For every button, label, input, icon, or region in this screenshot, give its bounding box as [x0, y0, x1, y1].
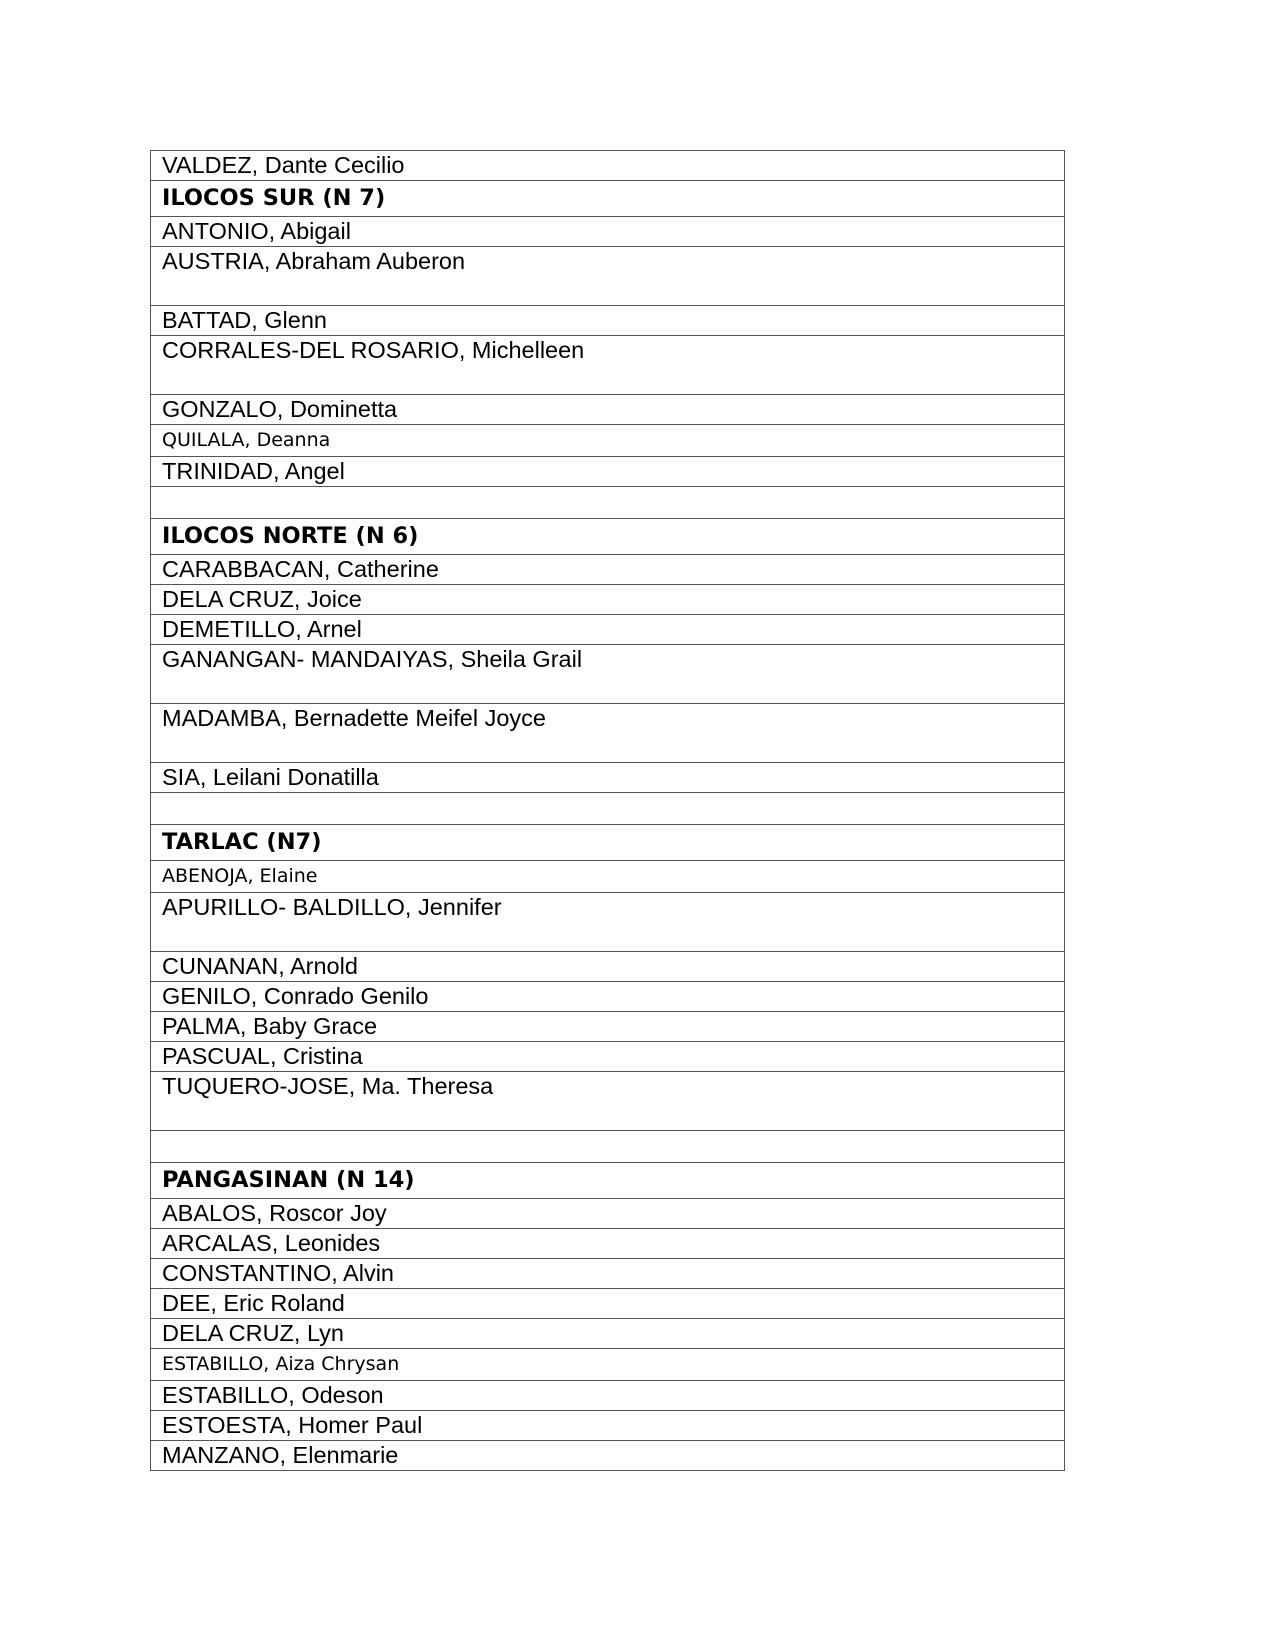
name-row — [151, 704, 1065, 763]
name-row — [151, 1199, 1065, 1229]
name-row — [151, 585, 1065, 615]
province-heading: ILOCOS NORTE (N 6) — [151, 519, 1065, 555]
person-name: DELA CRUZ, Joice — [151, 585, 1065, 615]
blank-row — [151, 793, 1065, 825]
province-heading-row — [151, 519, 1065, 555]
person-name: GONZALO, Dominetta — [151, 395, 1065, 425]
province-heading-row — [151, 181, 1065, 217]
person-name: PASCUAL, Cristina — [151, 1042, 1065, 1072]
person-name: SIA, Leilani Donatilla — [151, 763, 1065, 793]
name-row — [151, 1349, 1065, 1381]
person-name: GANANGAN- MANDAIYAS, Sheila Grail — [151, 645, 1065, 704]
name-row — [151, 763, 1065, 793]
person-name: ABENOJA, Elaine — [151, 861, 1065, 893]
name-row — [151, 952, 1065, 982]
blank-cell — [151, 1131, 1065, 1163]
province-heading-row — [151, 1163, 1065, 1199]
person-name: ANTONIO, Abigail — [151, 217, 1065, 247]
person-name: AUSTRIA, Abraham Auberon — [151, 247, 1065, 306]
name-row — [151, 425, 1065, 457]
name-row — [151, 645, 1065, 704]
name-row — [151, 306, 1065, 336]
province-heading: ILOCOS SUR (N 7) — [151, 181, 1065, 217]
name-row — [151, 457, 1065, 487]
person-name: ESTOESTA, Homer Paul — [151, 1411, 1065, 1441]
person-name: ABALOS, Roscor Joy — [151, 1199, 1065, 1229]
person-name: ARCALAS, Leonides — [151, 1229, 1065, 1259]
person-name: BATTAD, Glenn — [151, 306, 1065, 336]
person-name: MANZANO, Elenmarie — [151, 1441, 1065, 1471]
name-row — [151, 151, 1065, 181]
name-row — [151, 1259, 1065, 1289]
roster-table — [150, 150, 1065, 1471]
person-name: QUILALA, Deanna — [151, 425, 1065, 457]
blank-cell — [151, 793, 1065, 825]
name-row — [151, 1289, 1065, 1319]
name-row — [151, 1319, 1065, 1349]
name-row — [151, 336, 1065, 395]
person-name: DEMETILLO, Arnel — [151, 615, 1065, 645]
person-name: CORRALES-DEL ROSARIO, Michelleen — [151, 336, 1065, 395]
name-row — [151, 893, 1065, 952]
person-name: GENILO, Conrado Genilo — [151, 982, 1065, 1012]
person-name: CONSTANTINO, Alvin — [151, 1259, 1065, 1289]
province-heading: TARLAC (N7) — [151, 825, 1065, 861]
name-row — [151, 1441, 1065, 1471]
name-row — [151, 555, 1065, 585]
name-row — [151, 1072, 1065, 1131]
name-row — [151, 1381, 1065, 1411]
person-name: MADAMBA, Bernadette Meifel Joyce — [151, 704, 1065, 763]
name-row — [151, 982, 1065, 1012]
name-row — [151, 615, 1065, 645]
name-row — [151, 1012, 1065, 1042]
name-row — [151, 247, 1065, 306]
person-name: APURILLO- BALDILLO, Jennifer — [151, 893, 1065, 952]
name-row — [151, 1411, 1065, 1441]
roster-table-body — [151, 151, 1065, 1471]
name-row — [151, 1229, 1065, 1259]
name-row — [151, 395, 1065, 425]
blank-row — [151, 487, 1065, 519]
name-row — [151, 217, 1065, 247]
province-heading: PANGASINAN (N 14) — [151, 1163, 1065, 1199]
person-name: CUNANAN, Arnold — [151, 952, 1065, 982]
province-heading-row — [151, 825, 1065, 861]
person-name: TRINIDAD, Angel — [151, 457, 1065, 487]
name-row — [151, 861, 1065, 893]
person-name: DEE, Eric Roland — [151, 1289, 1065, 1319]
name-row — [151, 1042, 1065, 1072]
person-name: CARABBACAN, Catherine — [151, 555, 1065, 585]
person-name: DELA CRUZ, Lyn — [151, 1319, 1065, 1349]
person-name: VALDEZ, Dante Cecilio — [151, 151, 1065, 181]
blank-row — [151, 1131, 1065, 1163]
blank-cell — [151, 487, 1065, 519]
person-name: PALMA, Baby Grace — [151, 1012, 1065, 1042]
person-name: ESTABILLO, Aiza Chrysan — [151, 1349, 1065, 1381]
person-name: ESTABILLO, Odeson — [151, 1381, 1065, 1411]
person-name: TUQUERO-JOSE, Ma. Theresa — [151, 1072, 1065, 1131]
